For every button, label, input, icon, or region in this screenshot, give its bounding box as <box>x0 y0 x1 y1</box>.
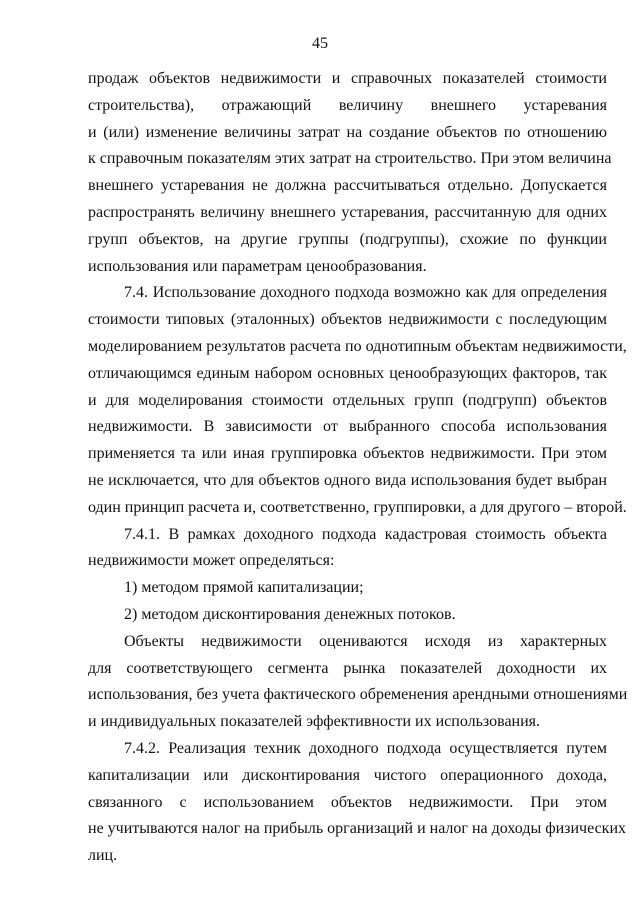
text-line: распространять величину внешнего устаревания, рассчитанную для одних <box>88 203 607 221</box>
text-line: 1) методом прямой капитализации; <box>124 579 364 597</box>
text-line: связанного с использованием объектов недвижимости. При этом <box>88 793 607 811</box>
paragraph <box>88 280 627 521</box>
text-line: групп объектов, на другие группы (подгруппы), схожие по функции <box>88 230 607 248</box>
text-line: внешнего устаревания не должна рассчитываться отдельно. Допускается <box>88 177 607 195</box>
list-item <box>88 602 607 629</box>
text-line: стоимости типовых (эталонных) объектов недвижимости с последующим <box>88 311 607 329</box>
text-line: 7.4.1. В рамках доходного подхода кадастровая стоимость объекта <box>124 525 607 543</box>
text-line: недвижимости. В зависимости от выбранного способа использования <box>88 418 607 436</box>
text-line: капитализации или дисконтирования чистого операционного дохода, <box>88 766 607 784</box>
text-line: лиц. <box>88 847 118 865</box>
text-line: использования или параметрам ценообразования. <box>88 257 427 275</box>
text-line: использования, без учета фактического обременения арендными отношениями <box>88 686 628 704</box>
text-line: моделированием результатов расчета по однотипным объектам недвижимости, <box>88 337 627 355</box>
paragraph <box>88 736 626 870</box>
document-body <box>88 66 628 870</box>
text-line: не учитываются налог на прибыль организаций и налог на доходы физических <box>88 820 626 838</box>
list-item <box>88 575 607 602</box>
page-number: 45 <box>312 35 328 52</box>
paragraph <box>88 66 612 280</box>
text-line: 2) методом дисконтирования денежных потоков. <box>124 605 456 623</box>
paragraph <box>88 522 607 576</box>
text-line: продаж объектов недвижимости и справочных показателей стоимости <box>88 70 607 87</box>
text-line: и для моделирования стоимости отдельных групп (подгрупп) объектов <box>88 391 607 409</box>
text-line: применяется та или иная группировка объектов недвижимости. При этом <box>88 445 607 463</box>
text-line: и (или) изменение величины затрат на создание объектов по отношению <box>88 123 607 141</box>
text-line: один принцип расчета и, соответственно, группировки, а для другого – второй. <box>88 498 627 516</box>
text-line: 7.4. Использование доходного подхода возможно как для определения <box>124 284 607 302</box>
text-line: и индивидуальных показателей эффективности их использования. <box>88 713 541 731</box>
text-line: Объекты недвижимости оцениваются исходя из характерных <box>124 632 607 650</box>
text-line: отличающимся единым набором основных ценообразующих факторов, так <box>88 364 607 382</box>
text-line: строительства), отражающий величину внешнего устаревания <box>88 96 607 114</box>
text-line: к справочным показателям этих затрат на строительство. При этом величина <box>88 150 612 168</box>
text-line: недвижимости может определяться: <box>88 552 335 570</box>
text-line: не исключается, что для объектов одного вида использования будет выбран <box>88 471 607 489</box>
text-line: для соответствующего сегмента рынка показателей доходности их <box>88 659 607 677</box>
text-line: 7.4.2. Реализация техник доходного подхода осуществляется путем <box>124 739 607 757</box>
paragraph <box>88 629 628 736</box>
